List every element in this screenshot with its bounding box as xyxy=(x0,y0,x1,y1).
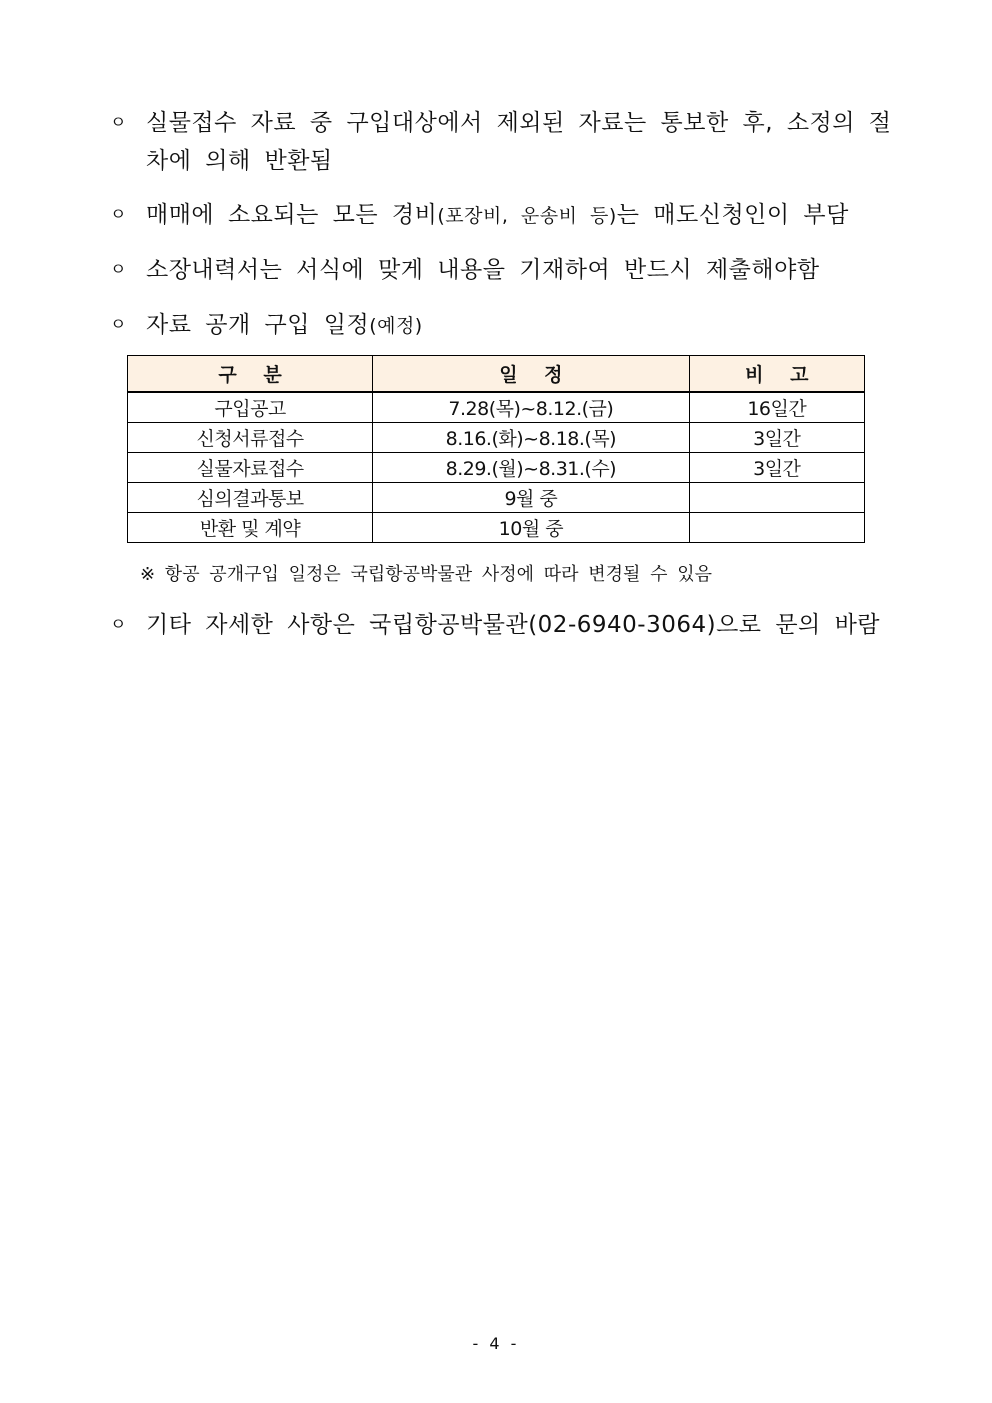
cell-category: 구입공고 xyxy=(128,392,373,423)
cell-schedule: 8.29.(월)~8.31.(수) xyxy=(373,453,689,483)
header-schedule: 일 정 xyxy=(373,356,689,393)
bullet-marker: ㅇ xyxy=(110,113,127,133)
cell-remarks: 16일간 xyxy=(689,392,864,423)
cell-category: 신청서류접수 xyxy=(128,423,373,453)
bullet-text-tail: 는 매도신청인이 부담 xyxy=(616,202,849,228)
bullet-return-policy xyxy=(110,104,910,180)
bullet-marker: ㅇ xyxy=(110,615,127,635)
cell-schedule: 10월 중 xyxy=(373,513,689,543)
bullet-schedule-heading xyxy=(110,306,910,345)
bullet-text: 기타 자세한 사항은 국립항공박물관(02-6940-3064)으로 문의 바람 xyxy=(146,612,881,638)
table-row xyxy=(128,483,865,513)
bullet-provenance xyxy=(110,251,910,289)
cell-category: 실물자료접수 xyxy=(128,453,373,483)
cell-remarks xyxy=(689,483,864,513)
page-number: - 4 - xyxy=(472,1334,520,1353)
bullet-text-main: 매매에 소요되는 모든 경비 xyxy=(146,202,438,228)
bullet-text: 소장내력서는 서식에 맞게 내용을 기재하여 반드시 제출해야함 xyxy=(146,257,820,283)
header-category: 구 분 xyxy=(128,356,373,393)
bullet-text: 실물접수 자료 중 구입대상에서 제외된 자료는 통보한 후, 소정의 절차에 의해 반환됨 xyxy=(146,110,892,174)
bullet-contact xyxy=(110,606,910,644)
schedule-table xyxy=(127,355,865,543)
schedule-note: ※ 항공 공개구입 일정은 국립항공박물관 사정에 따라 변경될 수 있음 xyxy=(140,564,713,585)
bullet-marker: ㅇ xyxy=(110,315,127,335)
cell-schedule: 9월 중 xyxy=(373,483,689,513)
table-row xyxy=(128,423,865,453)
table-row xyxy=(128,513,865,543)
bullet-expenses xyxy=(110,196,910,235)
bullet-text xyxy=(146,196,910,235)
bullet-text-paren: (포장비, 운송비 등) xyxy=(437,205,617,227)
bullet-marker: ㅇ xyxy=(110,260,127,280)
bullet-text-main: 자료 공개 구입 일정 xyxy=(146,312,370,338)
cell-category: 반환 및 계약 xyxy=(128,513,373,543)
table-row xyxy=(128,453,865,483)
header-remarks: 비 고 xyxy=(689,356,864,393)
bullet-text-paren: (예정) xyxy=(369,315,423,337)
bullet-marker: ㅇ xyxy=(110,205,127,225)
table-header-row xyxy=(128,356,865,393)
cell-remarks xyxy=(689,513,864,543)
cell-category: 심의결과통보 xyxy=(128,483,373,513)
cell-schedule: 7.28(목)~8.12.(금) xyxy=(373,392,689,423)
cell-remarks: 3일간 xyxy=(689,423,864,453)
bullet-text xyxy=(146,306,910,345)
table-row xyxy=(128,392,865,423)
cell-remarks: 3일간 xyxy=(689,453,864,483)
cell-schedule: 8.16.(화)~8.18.(목) xyxy=(373,423,689,453)
